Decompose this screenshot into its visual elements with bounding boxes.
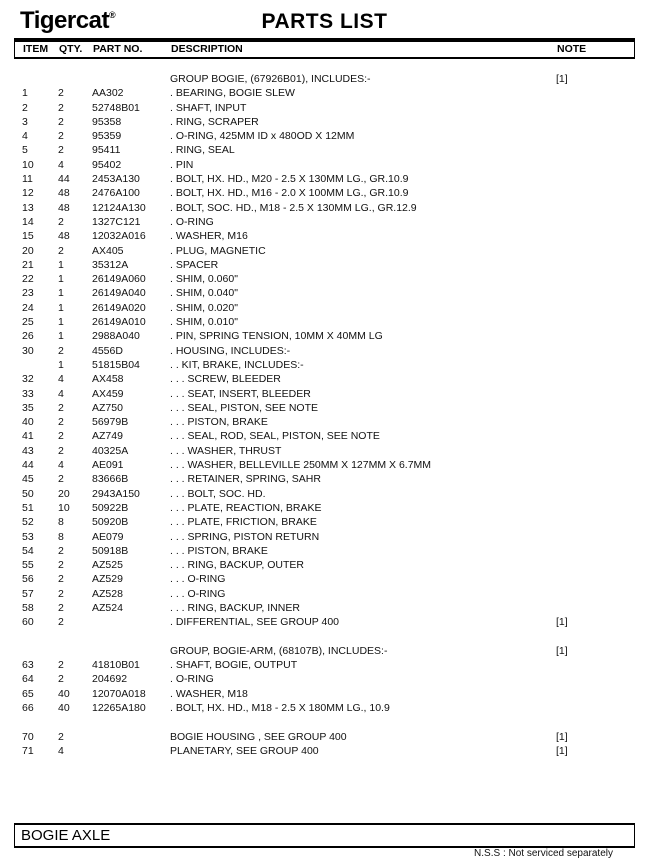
cell-desc: . SHIM, 0.010" bbox=[170, 316, 238, 329]
cell-qty: 20 bbox=[58, 487, 70, 500]
cell-part: AX405 bbox=[92, 244, 124, 257]
cell-qty: 2 bbox=[58, 416, 64, 429]
table-row bbox=[0, 215, 649, 229]
cell-part: 2476A100 bbox=[92, 187, 140, 200]
cell-part: 50918B bbox=[92, 544, 129, 557]
cell-part: 95411 bbox=[92, 144, 121, 157]
cell-qty: 1 bbox=[58, 330, 64, 343]
cell-qty: 1 bbox=[58, 316, 64, 329]
cell-qty: 2 bbox=[58, 544, 64, 557]
table-row bbox=[0, 458, 649, 472]
column-header-part-no: PART NO. bbox=[93, 43, 143, 55]
cell-item: 50 bbox=[22, 487, 34, 500]
spacer-row bbox=[0, 630, 649, 644]
table-row bbox=[0, 501, 649, 515]
cell-part: AZ525 bbox=[92, 559, 123, 572]
cell-part: 83666B bbox=[92, 473, 129, 486]
cell-item: 60 bbox=[22, 616, 34, 629]
cell-qty: 2 bbox=[58, 673, 64, 686]
table-row bbox=[0, 115, 649, 129]
cell-qty: 2 bbox=[58, 659, 64, 672]
cell-item: 32 bbox=[22, 373, 34, 386]
cell-item: 55 bbox=[22, 559, 34, 572]
table-row bbox=[0, 401, 649, 415]
cell-desc: . SHAFT, BOGIE, OUTPUT bbox=[170, 659, 298, 672]
cell-qty: 2 bbox=[58, 444, 64, 457]
cell-desc: . . . WASHER, THRUST bbox=[170, 444, 282, 457]
cell-item: 13 bbox=[22, 201, 34, 214]
cell-qty: 4 bbox=[58, 158, 64, 171]
cell-qty: 2 bbox=[58, 144, 64, 157]
cell-qty: 10 bbox=[58, 501, 70, 514]
cell-item: 22 bbox=[22, 273, 34, 286]
column-header-qty: QTY. bbox=[59, 43, 83, 55]
cell-item: 23 bbox=[22, 287, 34, 300]
cell-qty: 2 bbox=[58, 115, 64, 128]
cell-desc: . HOUSING, INCLUDES:- bbox=[170, 344, 291, 357]
cell-desc: . O-RING bbox=[170, 673, 214, 686]
cell-desc: . O-RING, 425MM ID x 480OD X 12MM bbox=[170, 130, 355, 143]
cell-desc: . BEARING, BOGIE SLEW bbox=[170, 87, 295, 100]
cell-item: 15 bbox=[22, 230, 34, 243]
cell-desc: . WASHER, M16 bbox=[170, 230, 248, 243]
cell-part: 52748B01 bbox=[92, 101, 140, 114]
cell-desc: . BOLT, HX. HD., M16 - 2.0 X 100MM LG., GR.10.9 bbox=[170, 187, 409, 200]
cell-item: 70 bbox=[22, 730, 34, 743]
page-title: PARTS LIST bbox=[261, 10, 388, 33]
cell-note: [1] bbox=[556, 616, 568, 629]
table-row bbox=[0, 286, 649, 300]
cell-part: 2988A040 bbox=[92, 330, 140, 343]
cell-part: 2943A150 bbox=[92, 487, 140, 500]
cell-part: 50922B bbox=[92, 501, 129, 514]
table-row bbox=[0, 244, 649, 258]
cell-item: 12 bbox=[22, 187, 34, 200]
cell-desc: . . . SPRING, PISTON RETURN bbox=[170, 530, 320, 543]
cell-item: 14 bbox=[22, 215, 34, 228]
cell-item: 44 bbox=[22, 459, 34, 472]
table-row bbox=[0, 658, 649, 672]
cell-qty: 4 bbox=[58, 744, 64, 757]
cell-qty: 48 bbox=[58, 230, 70, 243]
cell-qty: 2 bbox=[58, 215, 64, 228]
cell-part: 95358 bbox=[92, 115, 122, 128]
cell-qty: 2 bbox=[58, 601, 64, 614]
cell-item: 40 bbox=[22, 416, 34, 429]
cell-part: 95402 bbox=[92, 158, 122, 171]
cell-part: 4556D bbox=[92, 344, 123, 357]
table-row bbox=[0, 101, 649, 115]
cell-qty: 40 bbox=[58, 687, 70, 700]
cell-desc: . . . RING, BACKUP, OUTER bbox=[170, 559, 304, 572]
cell-item: 65 bbox=[22, 687, 34, 700]
cell-desc: . WASHER, M18 bbox=[170, 687, 248, 700]
cell-qty: 48 bbox=[58, 201, 70, 214]
cell-desc: . . . BOLT, SOC. HD. bbox=[170, 487, 266, 500]
cell-qty: 2 bbox=[58, 401, 64, 414]
cell-item: 5 bbox=[22, 144, 28, 157]
cell-desc: . SPACER bbox=[170, 258, 219, 271]
cell-qty: 2 bbox=[58, 616, 64, 629]
table-row bbox=[0, 201, 649, 215]
table-row bbox=[0, 487, 649, 501]
cell-item: 21 bbox=[22, 258, 34, 271]
table-row bbox=[0, 186, 649, 200]
table-header bbox=[14, 38, 635, 59]
cell-qty: 2 bbox=[58, 344, 64, 357]
cell-desc: . PIN, SPRING TENSION, 10MM X 40MM LG bbox=[170, 330, 383, 343]
cell-qty: 4 bbox=[58, 387, 64, 400]
table-row bbox=[0, 329, 649, 343]
cell-part: AX458 bbox=[92, 373, 124, 386]
cell-part: 95359 bbox=[92, 130, 122, 143]
table-row bbox=[0, 744, 649, 758]
cell-desc: GROUP, BOGIE-ARM, (68107B), INCLUDES:- bbox=[170, 644, 388, 657]
table-row bbox=[0, 701, 649, 715]
cell-desc: . . . RETAINER, SPRING, SAHR bbox=[170, 473, 321, 486]
cell-item: 63 bbox=[22, 659, 34, 672]
cell-part: 26149A060 bbox=[92, 273, 146, 286]
column-header-note: NOTE bbox=[557, 43, 587, 55]
cell-desc: . . . RING, BACKUP, INNER bbox=[170, 601, 300, 614]
cell-desc: . DIFFERENTIAL, SEE GROUP 400 bbox=[170, 616, 340, 629]
cell-qty: 1 bbox=[58, 358, 64, 371]
cell-desc: PLANETARY, SEE GROUP 400 bbox=[170, 744, 319, 757]
cell-qty: 1 bbox=[58, 258, 64, 271]
cell-item: 35 bbox=[22, 401, 34, 414]
cell-part: AZ750 bbox=[92, 401, 123, 414]
cell-desc: . SHIM, 0.020" bbox=[170, 301, 238, 314]
cell-qty: 2 bbox=[58, 730, 64, 743]
cell-item: 11 bbox=[22, 173, 33, 186]
cell-item: 43 bbox=[22, 444, 34, 457]
cell-part: 50920B bbox=[92, 516, 129, 529]
table-row bbox=[0, 358, 649, 372]
table-row bbox=[0, 387, 649, 401]
cell-item: 58 bbox=[22, 601, 34, 614]
cell-desc: . PLUG, MAGNETIC bbox=[170, 244, 266, 257]
cell-desc: . SHIM, 0.060" bbox=[170, 273, 238, 286]
column-header-description: DESCRIPTION bbox=[171, 43, 243, 55]
table-row bbox=[0, 129, 649, 143]
cell-qty: 2 bbox=[58, 430, 64, 443]
cell-item: 45 bbox=[22, 473, 34, 486]
cell-item: 53 bbox=[22, 530, 34, 543]
cell-part: AX459 bbox=[92, 387, 124, 400]
cell-note: [1] bbox=[556, 730, 568, 743]
cell-qty: 4 bbox=[58, 459, 64, 472]
table-row bbox=[0, 672, 649, 686]
table-row bbox=[0, 644, 649, 658]
cell-part: 41810B01 bbox=[92, 659, 140, 672]
cell-qty: 4 bbox=[58, 373, 64, 386]
table-row bbox=[0, 429, 649, 443]
cell-item: 66 bbox=[22, 702, 34, 715]
cell-qty: 48 bbox=[58, 187, 70, 200]
cell-part: AZ529 bbox=[92, 573, 123, 586]
cell-desc: GROUP BOGIE, (67926B01), INCLUDES:- bbox=[170, 73, 371, 85]
parts-table-body bbox=[0, 72, 649, 758]
cell-item: 26 bbox=[22, 330, 34, 343]
cell-part: 12070A018 bbox=[92, 687, 146, 700]
cell-part: 26149A020 bbox=[92, 301, 146, 314]
cell-desc: . SHAFT, INPUT bbox=[170, 101, 247, 114]
nss-footnote: N.S.S : Not serviced separately bbox=[474, 848, 613, 859]
table-row bbox=[0, 472, 649, 486]
table-row bbox=[0, 572, 649, 586]
cell-desc: . . . PLATE, REACTION, BRAKE bbox=[170, 501, 322, 514]
cell-desc: . . . PLATE, FRICTION, BRAKE bbox=[170, 516, 317, 529]
cell-desc: . . . SEAT, INSERT, BLEEDER bbox=[170, 387, 311, 400]
cell-qty: 1 bbox=[58, 301, 64, 314]
cell-note: [1] bbox=[556, 73, 568, 85]
table-row bbox=[0, 615, 649, 629]
cell-desc: . . . O-RING bbox=[170, 573, 226, 586]
cell-part: 35312A bbox=[92, 258, 129, 271]
cell-desc: . . . SEAL, PISTON, SEE NOTE bbox=[170, 401, 319, 414]
cell-desc: . . . O-RING bbox=[170, 587, 226, 600]
table-row bbox=[0, 730, 649, 744]
table-row bbox=[0, 315, 649, 329]
table-row bbox=[0, 601, 649, 615]
cell-part: 2453A130 bbox=[92, 173, 140, 186]
cell-desc: . O-RING bbox=[170, 215, 214, 228]
cell-part: AA302 bbox=[92, 87, 124, 100]
cell-part: AE091 bbox=[92, 459, 124, 472]
cell-desc: . RING, SEAL bbox=[170, 144, 235, 157]
cell-desc: . PIN bbox=[170, 158, 194, 171]
cell-item: 71 bbox=[22, 744, 34, 757]
cell-desc: . BOLT, HX. HD., M20 - 2.5 X 130MM LG., GR.10.9 bbox=[170, 173, 409, 186]
cell-desc: . BOLT, SOC. HD., M18 - 2.5 X 130MM LG., GR.12.9 bbox=[170, 201, 417, 214]
cell-desc: . . KIT, BRAKE, INCLUDES:- bbox=[170, 358, 304, 371]
cell-qty: 2 bbox=[58, 244, 64, 257]
cell-item: 2 bbox=[22, 101, 28, 114]
cell-qty: 2 bbox=[58, 559, 64, 572]
cell-qty: 8 bbox=[58, 516, 64, 529]
cell-item: 51 bbox=[22, 501, 34, 514]
table-row bbox=[0, 158, 649, 172]
cell-part: 26149A010 bbox=[92, 316, 146, 329]
table-row bbox=[0, 530, 649, 544]
cell-desc: . BOLT, HX. HD., M18 - 2.5 X 180MM LG., 10.9 bbox=[170, 702, 390, 715]
cell-qty: 2 bbox=[58, 573, 64, 586]
cell-desc: . . . PISTON, BRAKE bbox=[170, 416, 268, 429]
cell-part: 12032A016 bbox=[92, 230, 146, 243]
cell-part: 12124A130 bbox=[92, 201, 146, 214]
cell-part: AZ749 bbox=[92, 430, 123, 443]
cell-item: 10 bbox=[22, 158, 34, 171]
cell-part: 1327C121 bbox=[92, 215, 141, 228]
cell-part: AZ524 bbox=[92, 601, 123, 614]
cell-qty: 2 bbox=[58, 87, 64, 100]
section-title-box bbox=[14, 823, 635, 848]
cell-part: 40325A bbox=[92, 444, 129, 457]
cell-desc: . . . PISTON, BRAKE bbox=[170, 544, 268, 557]
cell-qty: 1 bbox=[58, 273, 64, 286]
table-row bbox=[0, 172, 649, 186]
cell-qty: 40 bbox=[58, 702, 70, 715]
cell-item: 25 bbox=[22, 316, 34, 329]
cell-qty: 44 bbox=[58, 173, 70, 186]
cell-part: 56979B bbox=[92, 416, 129, 429]
cell-qty: 2 bbox=[58, 101, 64, 114]
cell-item: 56 bbox=[22, 573, 34, 586]
cell-note: [1] bbox=[556, 744, 568, 757]
table-row bbox=[0, 229, 649, 243]
cell-part: AE079 bbox=[92, 530, 124, 543]
cell-desc: . . . SEAL, ROD, SEAL, PISTON, SEE NOTE bbox=[170, 430, 380, 443]
cell-desc: BOGIE HOUSING , SEE GROUP 400 bbox=[170, 730, 347, 743]
cell-item: 41 bbox=[22, 430, 34, 443]
cell-item: 20 bbox=[22, 244, 34, 257]
cell-desc: . SHIM, 0.040" bbox=[170, 287, 238, 300]
cell-qty: 1 bbox=[58, 287, 64, 300]
table-row bbox=[0, 558, 649, 572]
cell-qty: 8 bbox=[58, 530, 64, 543]
table-row bbox=[0, 372, 649, 386]
cell-part: 26149A040 bbox=[92, 287, 146, 300]
cell-part: 51815B04 bbox=[92, 358, 140, 371]
table-row bbox=[0, 272, 649, 286]
table-row bbox=[0, 515, 649, 529]
column-header-item: ITEM bbox=[23, 43, 49, 55]
table-row bbox=[0, 301, 649, 315]
table-row bbox=[0, 143, 649, 157]
cell-desc: . RING, SCRAPER bbox=[170, 115, 259, 128]
cell-part: 12265A180 bbox=[92, 702, 146, 715]
table-row bbox=[0, 444, 649, 458]
cell-qty: 2 bbox=[58, 587, 64, 600]
cell-qty: 2 bbox=[58, 473, 64, 486]
table-row bbox=[0, 544, 649, 558]
cell-item: 24 bbox=[22, 301, 34, 314]
spacer-row bbox=[0, 715, 649, 729]
cell-item: 64 bbox=[22, 673, 34, 686]
table-row bbox=[0, 587, 649, 601]
cell-item: 1 bbox=[22, 87, 28, 100]
cell-item: 30 bbox=[22, 344, 34, 357]
logo-text: Tigercat bbox=[20, 7, 109, 34]
table-row bbox=[0, 344, 649, 358]
registered-trademark-icon: ® bbox=[108, 10, 116, 20]
cell-part: AZ528 bbox=[92, 587, 123, 600]
cell-item: 57 bbox=[22, 587, 34, 600]
cell-item: 3 bbox=[22, 115, 28, 128]
cell-part: 204692 bbox=[92, 673, 128, 686]
cell-desc: . . . WASHER, BELLEVILLE 250MM X 127MM X 6.7MM bbox=[170, 459, 432, 472]
table-row bbox=[0, 687, 649, 701]
cell-item: 33 bbox=[22, 387, 34, 400]
table-row bbox=[0, 72, 649, 86]
table-row bbox=[0, 86, 649, 100]
table-row bbox=[0, 258, 649, 272]
cell-qty: 2 bbox=[58, 130, 64, 143]
cell-item: 4 bbox=[22, 130, 28, 143]
section-title: BOGIE AXLE bbox=[21, 827, 111, 844]
cell-note: [1] bbox=[556, 644, 568, 657]
cell-item: 52 bbox=[22, 516, 34, 529]
table-row bbox=[0, 415, 649, 429]
cell-desc: . . . SCREW, BLEEDER bbox=[170, 373, 281, 386]
cell-item: 54 bbox=[22, 544, 34, 557]
